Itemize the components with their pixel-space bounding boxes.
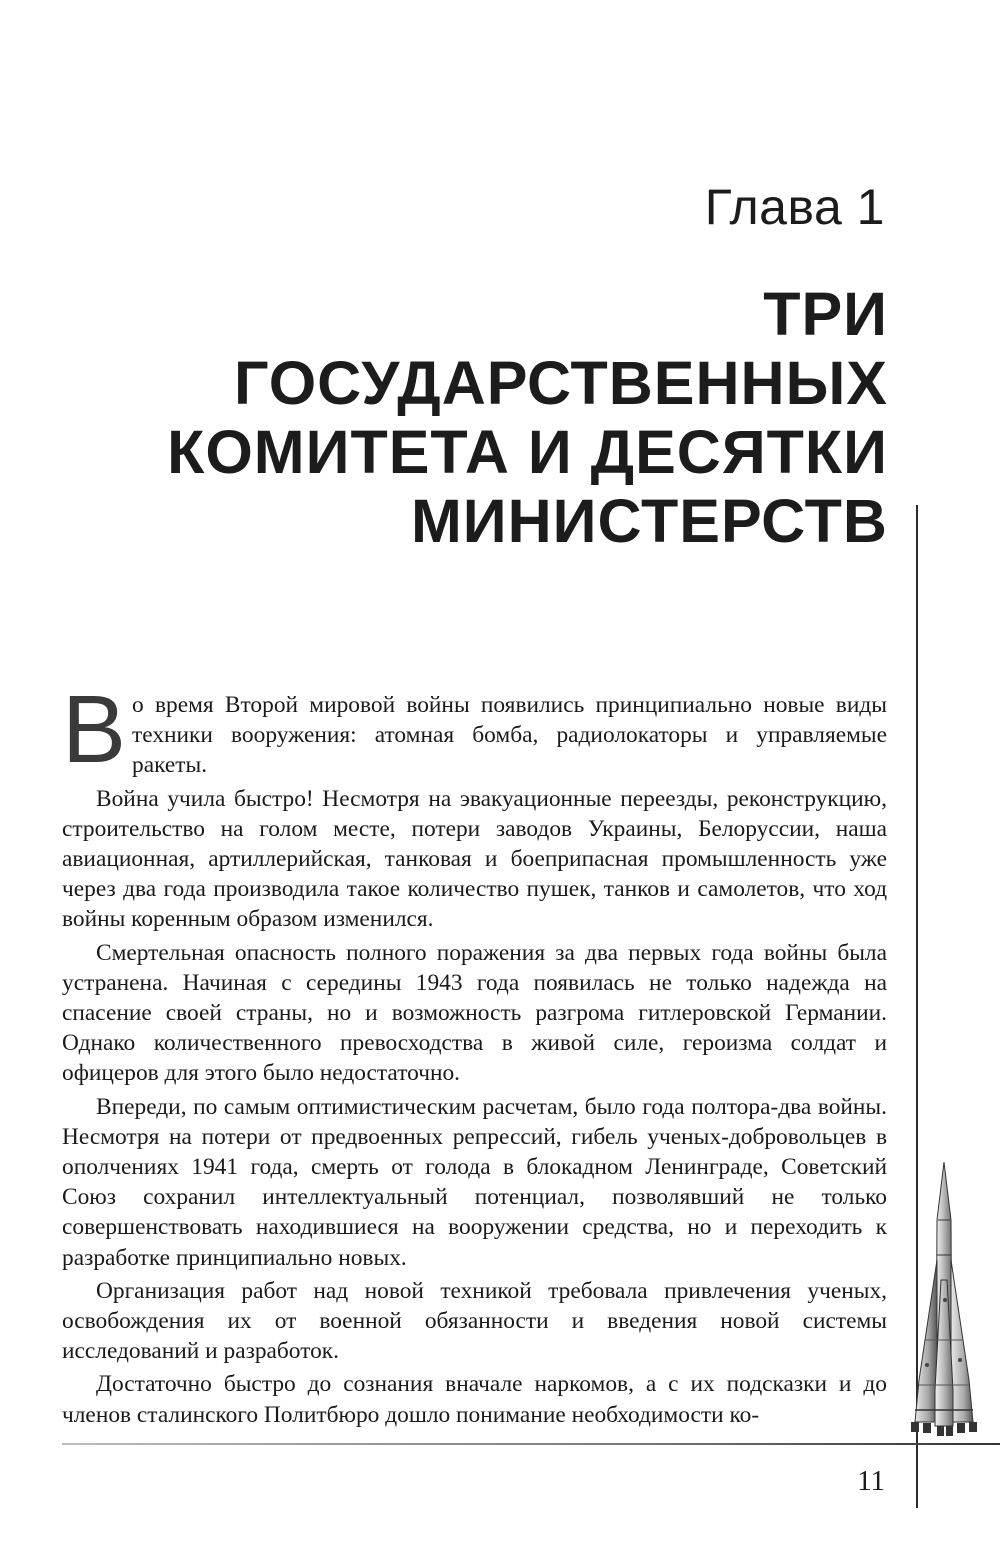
paragraph [62, 676, 887, 783]
paragraph: Организация работ над новой техникой требовала привлечения ученых, освобождения их от военной обязанности и введения новой системы исследований и разработок. [62, 1277, 887, 1365]
horizontal-rule [62, 1443, 1000, 1445]
paragraph: Смертельная опасность полного поражения за два первых года войны была устранена. Начиная с середины 1943 года появилась не только надежда на спасение своей страны, но и возможность разгрома гитлеровской Германии. Однако количественного превосходства в живой силе, героизма солдат и офицеров для этого было недостаточно. [62, 939, 887, 1087]
chapter-title [128, 280, 888, 556]
drop-cap: В [62, 676, 127, 783]
page-number: 11 [857, 1465, 885, 1497]
paragraph: Достаточно быстро до сознания вначале наркомов, а с их подсказки и до членов сталинского Политбюро дошло понимание необходимости ко- [62, 1371, 887, 1428]
chapter-label: Глава 1 [704, 179, 885, 235]
chapter-title-line: МИНИСТЕРСТВ [410, 487, 888, 555]
paragraph: Война учила быстро! Несмотря на эвакуационные переезды, реконструкцию, строительство на голом месте, потери заводов Украины, Белоруссии, наша авиационная, артиллерийская, танковая и боеприпасная промышленность уже через два года производила такое количество пушек, танков и самолетов, что ход войны коренным образом изменился. [62, 785, 887, 933]
chapter-title-line: ТРИ ГОСУДАРСТВЕННЫХ [233, 280, 888, 417]
chapter-title-line: КОМИТЕТА И ДЕСЯТКИ [167, 418, 888, 486]
rocket-icon [905, 1160, 983, 1440]
body-text [62, 676, 887, 1433]
paragraph: Впереди, по самым оптимистическим расчетам, было года полтора-два войны. Несмотря на потери от предвоенных репрессий, гибель ученых-добровольцев в ополчениях 1941 года, смерть от голода в блокадном Ленинграде, Советский Союз сохранил интеллектуальный потенциал, позволявший не только совершенствовать находившиеся на вооружении средства, но и переходить к разработке принципиально новых. [62, 1093, 887, 1271]
paragraph-text: о время Второй мировой войны появились принципиально новые виды техники вооружения: атомная бомба, радиолокаторы и управляемые ракеты. [132, 692, 887, 779]
